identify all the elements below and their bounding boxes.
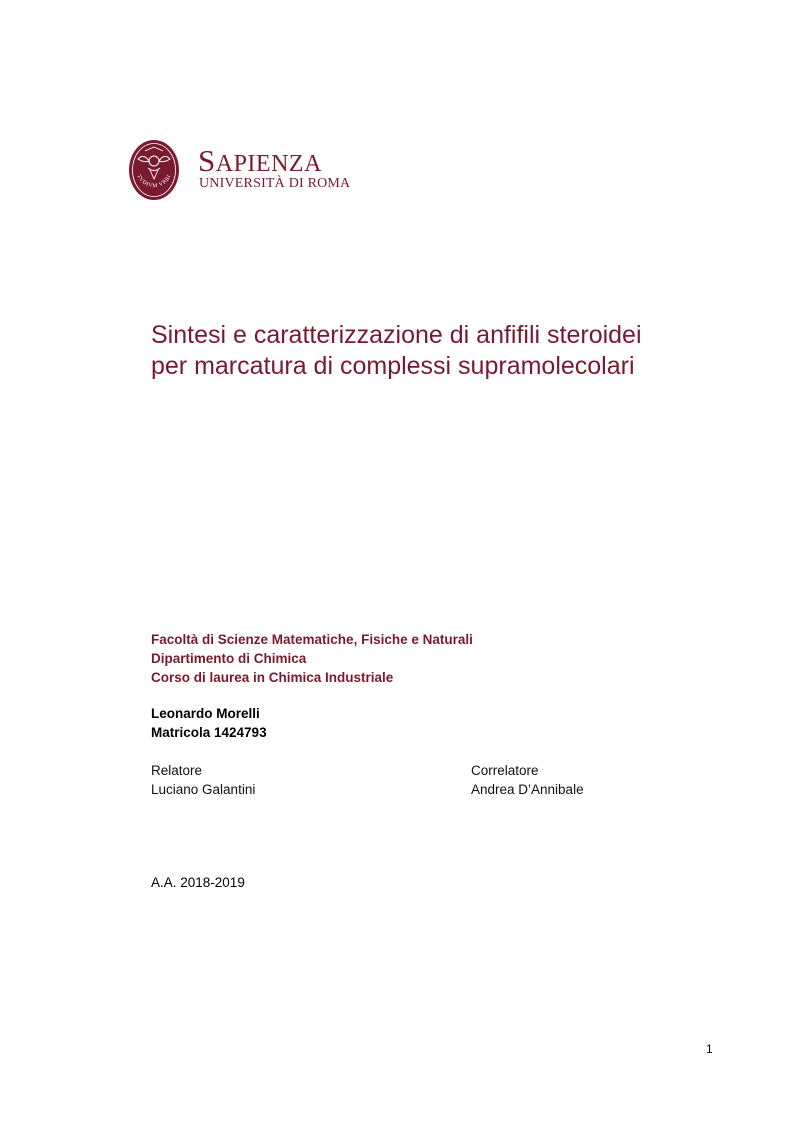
thesis-title-line-1: Sintesi e caratterizzazione di anfifili steroidei bbox=[151, 321, 642, 349]
academic-year: A.A. 2018-2019 bbox=[151, 875, 245, 890]
correlatore-name: Andrea D’Annibale bbox=[471, 782, 584, 797]
faculty-name: Facoltà di Scienze Matematiche, Fisiche e Naturali bbox=[151, 632, 473, 647]
university-seal-logo bbox=[128, 139, 180, 201]
student-name: Leonardo Morelli bbox=[151, 706, 260, 721]
university-name bbox=[198, 145, 322, 176]
page-number: 1 bbox=[706, 1042, 713, 1056]
correlatore-label: Correlatore bbox=[471, 763, 539, 778]
seal-text: TVDIVM VRBI bbox=[135, 173, 173, 190]
relatore-name: Luciano Galantini bbox=[151, 782, 256, 797]
student-matricola: Matricola 1424793 bbox=[151, 725, 267, 740]
thesis-title bbox=[151, 320, 716, 382]
university-name-rest: APIENZA bbox=[215, 151, 322, 177]
thesis-title-line-2: per marcatura di complessi supramolecolari bbox=[151, 352, 635, 380]
relatore-block bbox=[151, 761, 255, 799]
university-subtitle: UNIVERSITÀ DI ROMA bbox=[199, 176, 351, 191]
faculty-block bbox=[151, 630, 473, 687]
relatore-label: Relatore bbox=[151, 763, 203, 778]
correlatore-block bbox=[471, 761, 584, 799]
student-block bbox=[151, 704, 267, 742]
department-name: Dipartimento di Chimica bbox=[151, 651, 307, 666]
university-name-initial: S bbox=[198, 143, 216, 178]
course-name: Corso di laurea in Chimica Industriale bbox=[151, 670, 394, 685]
